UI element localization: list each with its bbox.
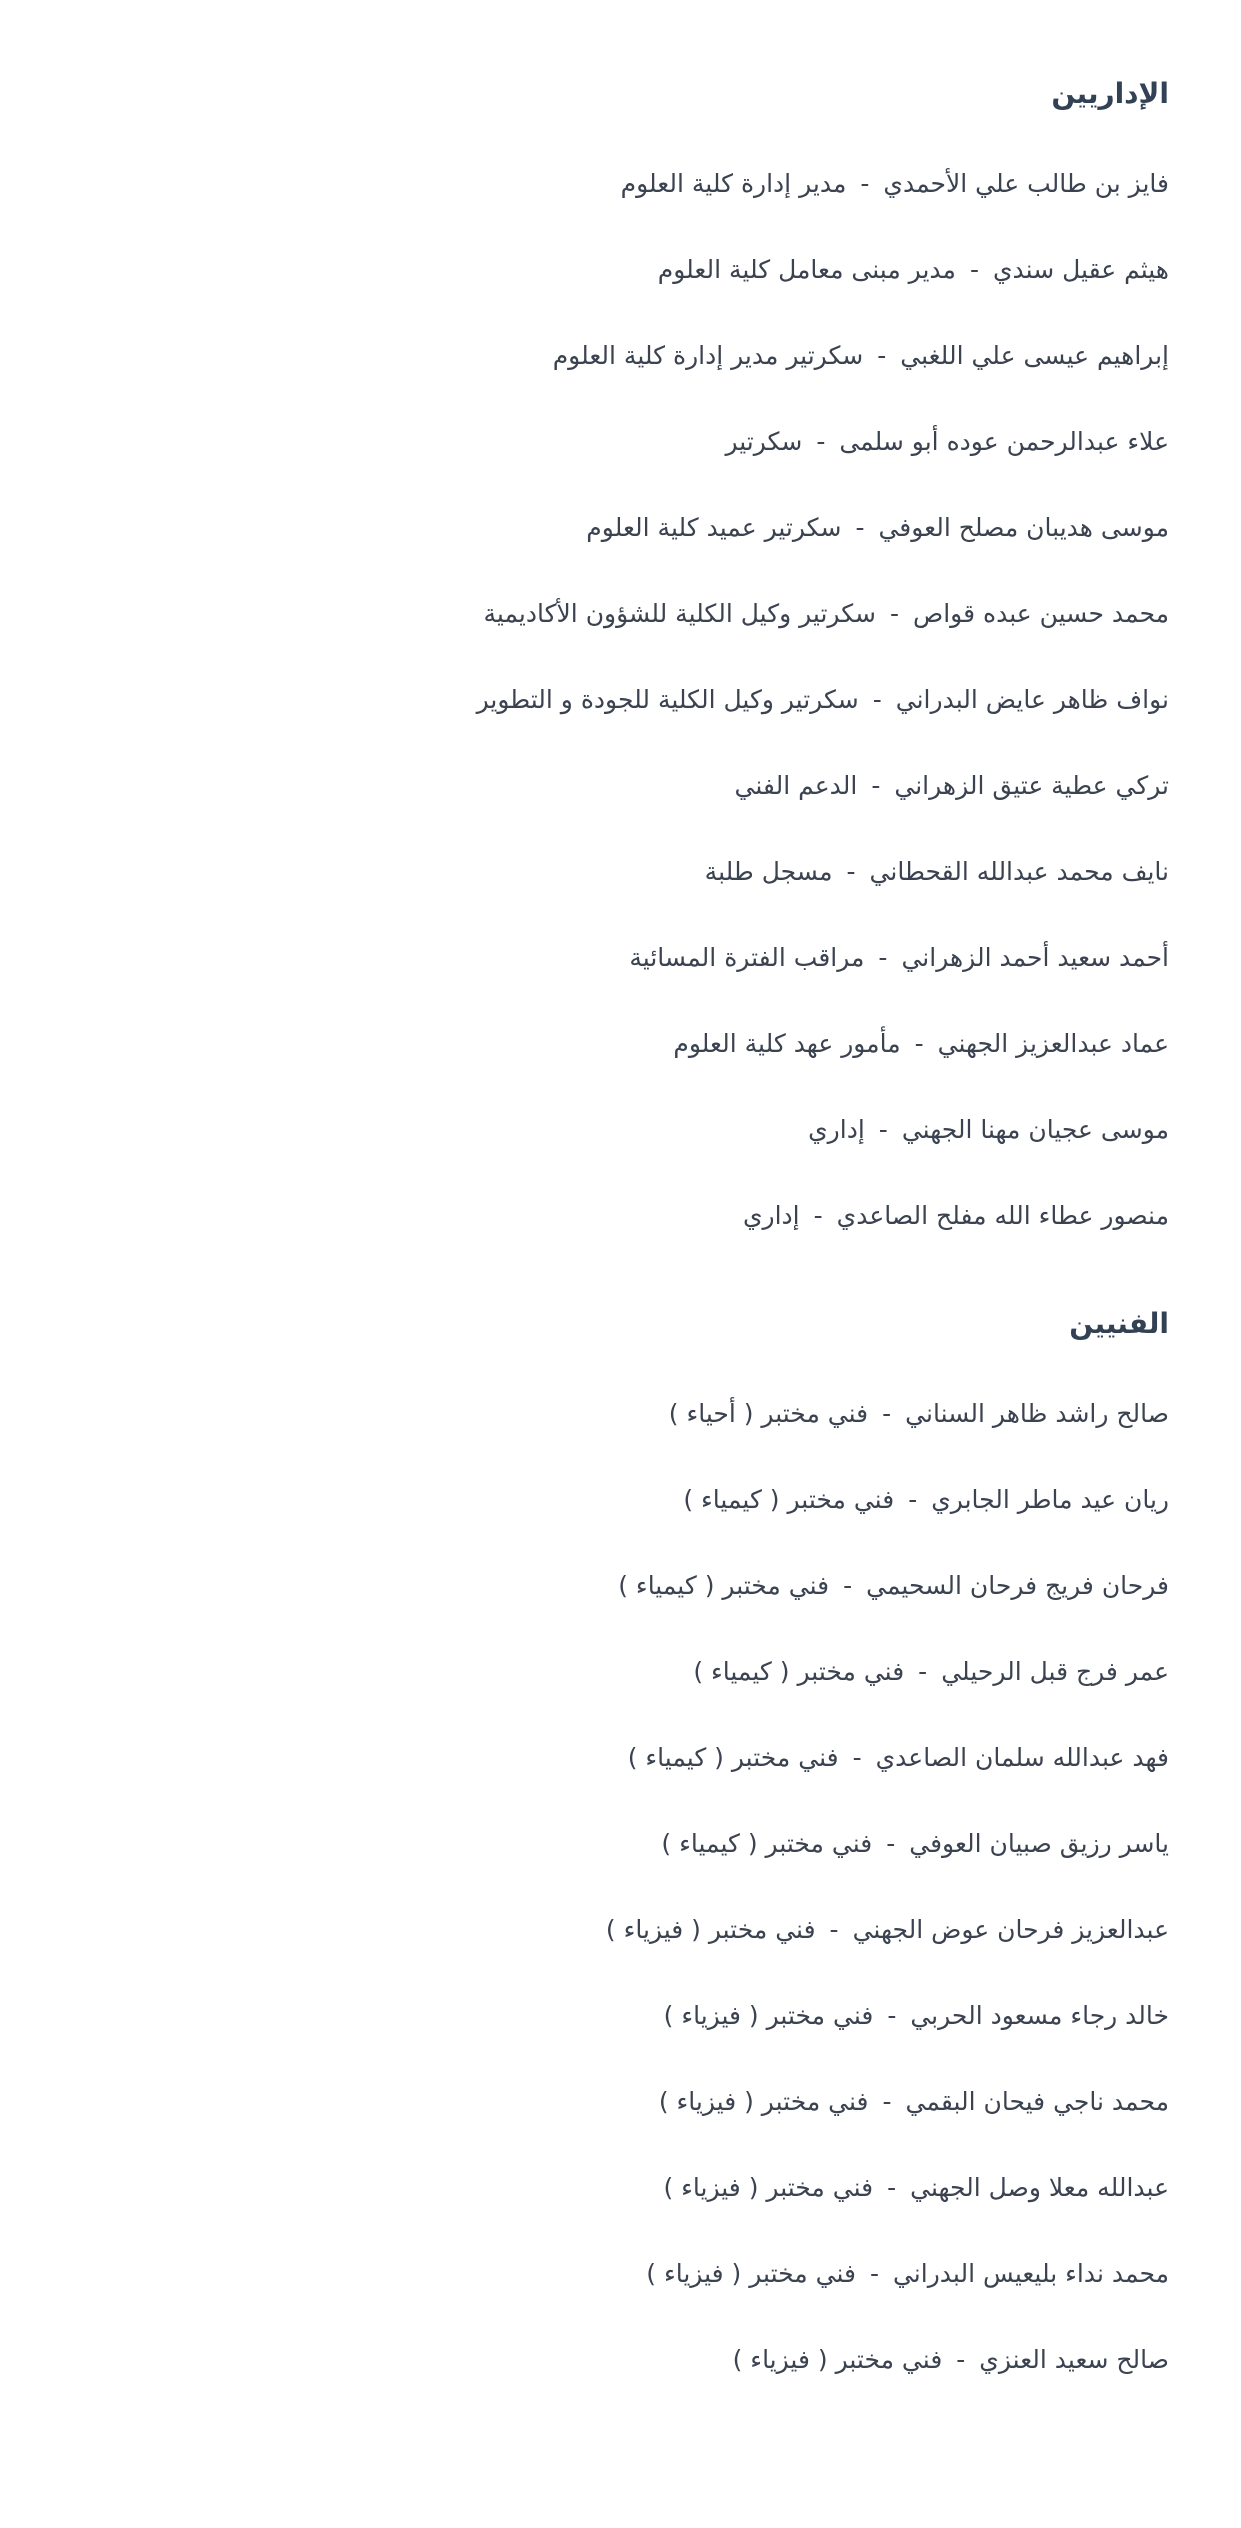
list-item bbox=[69, 1654, 1169, 1740]
person-role: الدعم الفني bbox=[734, 771, 858, 800]
separator: - bbox=[886, 1829, 896, 1858]
person-role: فني مختبر ( فيزياء ) bbox=[732, 2345, 943, 2374]
person-role: فني مختبر ( كيمياء ) bbox=[683, 1485, 895, 1514]
separator: - bbox=[914, 1029, 924, 1058]
list-item bbox=[69, 682, 1169, 768]
person-name: محمد ناجي فيحان البقمي bbox=[905, 2087, 1169, 2116]
person-name: تركي عطية عتيق الزهراني bbox=[894, 771, 1169, 800]
person-name: منصور عطاء الله مفلح الصاعدي bbox=[836, 1201, 1169, 1230]
person-name: نواف ظاهر عايض البدراني bbox=[895, 685, 1169, 714]
list-item bbox=[69, 1198, 1169, 1284]
person-role: فني مختبر ( كيمياء ) bbox=[627, 1743, 839, 1772]
person-role: فني مختبر ( فيزياء ) bbox=[658, 2087, 869, 2116]
separator: - bbox=[871, 771, 881, 800]
list-item bbox=[69, 1026, 1169, 1112]
separator: - bbox=[855, 513, 865, 542]
staff-directory-page bbox=[69, 0, 1169, 2428]
separator: - bbox=[872, 685, 882, 714]
list-item bbox=[69, 1740, 1169, 1826]
technicians-list bbox=[69, 1396, 1169, 2428]
person-name: عبدالله معلا وصل الجهني bbox=[910, 2173, 1169, 2202]
person-name: ريان عيد ماطر الجابري bbox=[931, 1485, 1169, 1514]
person-role: سكرتير وكيل الكلية للشؤون الأكاديمية bbox=[483, 599, 876, 628]
person-name: محمد نداء بليعيس البدراني bbox=[892, 2259, 1169, 2288]
separator: - bbox=[829, 1915, 839, 1944]
separator: - bbox=[969, 255, 979, 284]
admins-heading: الإداريين bbox=[1051, 77, 1169, 110]
person-role: سكرتير عميد كلية العلوم bbox=[586, 513, 842, 542]
list-item bbox=[69, 1112, 1169, 1198]
person-role: إداري bbox=[742, 1201, 800, 1230]
person-role: فني مختبر ( فيزياء ) bbox=[605, 1915, 816, 1944]
person-role: إداري bbox=[808, 1115, 865, 1144]
separator: - bbox=[813, 1201, 823, 1230]
person-role: سكرتير مدير إدارة كلية العلوم bbox=[552, 341, 864, 370]
person-name: نايف محمد عبدالله القحطاني bbox=[869, 857, 1169, 886]
separator: - bbox=[889, 599, 899, 628]
list-item bbox=[69, 424, 1169, 510]
person-name: فرحان فريج فرحان السحيمي bbox=[866, 1571, 1169, 1600]
separator: - bbox=[869, 2259, 879, 2288]
list-item bbox=[69, 2084, 1169, 2170]
person-name: موسى هديبان مصلح العوفي bbox=[878, 513, 1169, 542]
separator: - bbox=[908, 1485, 918, 1514]
separator: - bbox=[882, 1399, 892, 1428]
person-role: مدير إدارة كلية العلوم bbox=[620, 169, 847, 198]
person-name: أحمد سعيد أحمد الزهراني bbox=[901, 943, 1169, 972]
person-role: فني مختبر ( فيزياء ) bbox=[663, 2001, 874, 2030]
technicians-section bbox=[69, 1284, 1169, 2428]
separator: - bbox=[852, 1743, 862, 1772]
person-role: فني مختبر ( كيمياء ) bbox=[693, 1657, 905, 1686]
person-role: مراقب الفترة المسائية bbox=[629, 943, 865, 972]
separator: - bbox=[882, 2087, 892, 2116]
person-name: علاء عبدالرحمن عوده أبو سلمى bbox=[839, 427, 1169, 456]
list-item bbox=[69, 1998, 1169, 2084]
person-name: عمر فرج قبل الرحيلي bbox=[941, 1657, 1169, 1686]
person-role: فني مختبر ( أحياء ) bbox=[668, 1399, 869, 1428]
admins-list bbox=[69, 166, 1169, 1284]
separator: - bbox=[843, 1571, 853, 1600]
separator: - bbox=[887, 2001, 897, 2030]
list-item bbox=[69, 338, 1169, 424]
list-item bbox=[69, 596, 1169, 682]
separator: - bbox=[877, 341, 887, 370]
person-role: فني مختبر ( كيمياء ) bbox=[618, 1571, 830, 1600]
separator: - bbox=[878, 943, 888, 972]
person-name: عبدالعزيز فرحان عوض الجهني bbox=[852, 1915, 1169, 1944]
person-name: ياسر رزيق صبيان العوفي bbox=[909, 1829, 1169, 1858]
person-name: خالد رجاء مسعود الحربي bbox=[910, 2001, 1169, 2030]
separator: - bbox=[816, 427, 826, 456]
person-role: مدير مبنى معامل كلية العلوم bbox=[657, 255, 956, 284]
technicians-heading: الفنيين bbox=[1069, 1307, 1169, 1340]
person-name: فهد عبدالله سلمان الصاعدي bbox=[875, 1743, 1169, 1772]
person-name: عماد عبدالعزيز الجهني bbox=[937, 1029, 1169, 1058]
person-role: مسجل طلبة bbox=[704, 857, 833, 886]
separator: - bbox=[878, 1115, 888, 1144]
person-name: إبراهيم عيسى علي اللغبي bbox=[900, 341, 1169, 370]
person-name: محمد حسين عبده قواص bbox=[913, 599, 1169, 628]
list-item bbox=[69, 2256, 1169, 2342]
list-item bbox=[69, 768, 1169, 854]
person-role: مأمور عهد كلية العلوم bbox=[673, 1029, 901, 1058]
person-role: فني مختبر ( كيمياء ) bbox=[661, 1829, 873, 1858]
person-name: فايز بن طالب علي الأحمدي bbox=[883, 169, 1169, 198]
person-name: صالح راشد ظاهر السناني bbox=[905, 1399, 1169, 1428]
person-role: فني مختبر ( فيزياء ) bbox=[646, 2259, 856, 2288]
person-name: صالح سعيد العنزي bbox=[979, 2345, 1169, 2374]
separator: - bbox=[918, 1657, 928, 1686]
list-item bbox=[69, 166, 1169, 252]
separator: - bbox=[860, 169, 870, 198]
list-item bbox=[69, 1396, 1169, 1482]
list-item bbox=[69, 1568, 1169, 1654]
list-item bbox=[69, 1482, 1169, 1568]
separator: - bbox=[956, 2345, 966, 2374]
list-item bbox=[69, 2170, 1169, 2256]
list-item bbox=[69, 854, 1169, 940]
list-item bbox=[69, 2342, 1169, 2428]
person-role: سكرتير bbox=[725, 427, 803, 456]
list-item bbox=[69, 940, 1169, 1026]
list-item bbox=[69, 1912, 1169, 1998]
list-item bbox=[69, 1826, 1169, 1912]
admins-section bbox=[69, 0, 1169, 1284]
list-item bbox=[69, 252, 1169, 338]
list-item bbox=[69, 510, 1169, 596]
person-role: سكرتير وكيل الكلية للجودة و التطوير bbox=[476, 685, 859, 714]
person-name: موسى عجيان مهنا الجهني bbox=[901, 1115, 1169, 1144]
person-role: فني مختبر ( فيزياء ) bbox=[663, 2173, 874, 2202]
separator: - bbox=[887, 2173, 897, 2202]
person-name: هيثم عقيل سندي bbox=[992, 255, 1169, 284]
separator: - bbox=[846, 857, 856, 886]
